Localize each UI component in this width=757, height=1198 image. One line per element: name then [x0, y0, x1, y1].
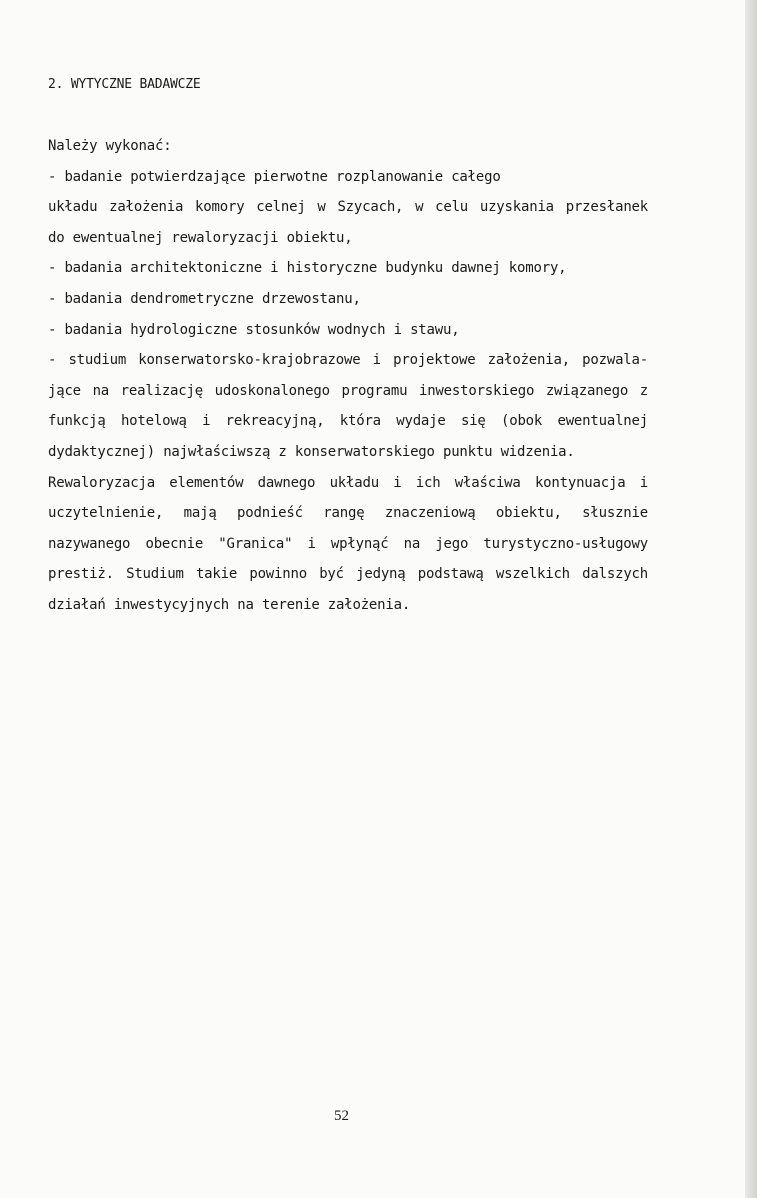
section-heading: 2. WYTYCZNE BADAWCZE [48, 77, 201, 92]
text-line: do ewentualnej rewaloryzacji obiektu, [48, 229, 353, 246]
text-line: uczytelnienie, mają podnieść rangę znaczeniową obiektu, słusznie [48, 505, 648, 522]
text-line: - badania dendrometryczne drzewostanu, [48, 290, 361, 307]
text-line: - badania architektoniczne i historyczne budynku dawnej komory, [48, 260, 567, 277]
text-line: - badanie potwierdzające pierwotne rozplanowanie całego [48, 168, 501, 185]
text-line: Rewaloryzacja elementów dawnego układu i ich właściwa kontynuacja i [48, 474, 648, 491]
text-line: układu założenia komory celnej w Szycach, w celu uzyskania przesłanek [48, 199, 648, 216]
text-line: działań inwestycyjnych na terenie założenia. [48, 596, 411, 613]
text-line: funkcją hotelową i rekreacyjną, która wydaje się (obok ewentualnej [48, 413, 648, 430]
text-line: - studium konserwatorsko-krajobrazowe i projektowe założenia, pozwala- [48, 352, 648, 369]
text-line: - badania hydrologiczne stosunków wodnych i stawu, [48, 321, 460, 338]
body-text [48, 135, 648, 625]
text-line: prestiż. Studium takie powinno być jedyną podstawą wszelkich dalszych [48, 566, 648, 583]
text-line: jące na realizację udoskonalonego programu inwestorskiego związanego z [48, 382, 648, 399]
text-line: Należy wykonać: [48, 138, 172, 154]
text-line: nazywanego obecnie "Granica" i wpłynąć na jego turystyczno-usługowy [48, 535, 648, 552]
page-number: 52 [334, 1108, 349, 1124]
text-line: dydaktycznej) najwłaściwszą z konserwatorskiego punktu widzenia. [48, 443, 575, 460]
page-edge-shadow [745, 0, 757, 1198]
